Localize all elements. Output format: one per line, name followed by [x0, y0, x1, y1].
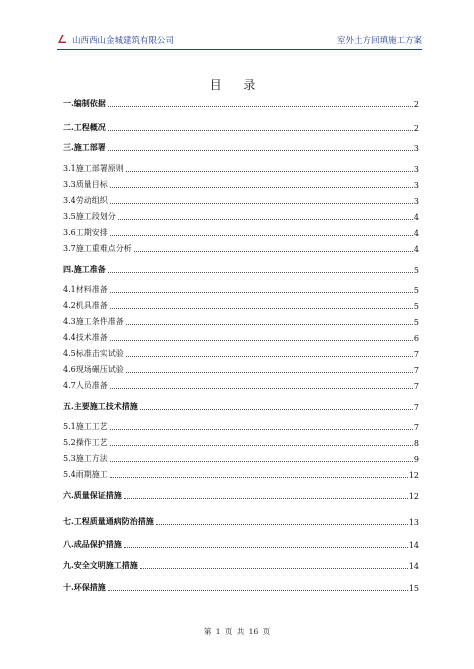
toc-entry-page: 7	[413, 403, 419, 412]
toc-dot-leader	[110, 388, 413, 389]
toc-entry-page: 3	[413, 165, 419, 174]
toc-entry-label: 七.工程质量通病防治措施	[63, 516, 154, 526]
toc-entry-page: 3	[413, 144, 419, 153]
toc-entry-label: 3.3质量目标	[63, 180, 108, 189]
toc-entry[interactable]	[63, 140, 419, 153]
toc-dot-leader	[140, 568, 408, 569]
toc-entry[interactable]	[63, 177, 419, 190]
toc-entry[interactable]	[63, 451, 419, 464]
toc-entry-label: 五.主要施工技术措施	[63, 401, 138, 411]
toc-entry[interactable]	[63, 282, 419, 295]
toc-entry-page: 9	[413, 455, 419, 464]
toc-entry[interactable]	[63, 193, 419, 206]
toc-entry[interactable]	[63, 262, 419, 275]
toc-dot-leader	[108, 106, 413, 107]
toc-entry-label: 3.7施工重难点分析	[63, 244, 132, 253]
toc-entry-label: 八.成品保护措施	[63, 539, 122, 549]
toc-entry-label: 5.2操作工艺	[63, 438, 108, 447]
toc-entry[interactable]	[63, 580, 419, 593]
toc-dot-leader	[110, 445, 413, 446]
header-divider	[57, 49, 422, 50]
toc-entry[interactable]	[63, 558, 419, 571]
toc-dot-leader	[108, 272, 413, 273]
toc-entry-label: 5.1施工工艺	[63, 422, 108, 431]
toc-entry-page: 3	[413, 197, 419, 206]
toc-heading: 目 录	[209, 78, 265, 92]
toc-dot-leader	[110, 461, 413, 462]
toc-entry-label: 4.3施工条件准备	[63, 317, 124, 326]
toc-entry-label: 3.6工期安排	[63, 228, 108, 237]
toc-dot-leader	[126, 372, 413, 373]
toc-entry-label: 十.环保措施	[63, 582, 106, 592]
toc-entry-page: 5	[413, 318, 419, 327]
toc-entry-label: 4.7人员准备	[63, 381, 108, 390]
toc-entry-page: 7	[413, 423, 419, 432]
toc-entry-label: 3.4劳动组织	[63, 196, 108, 205]
toc-dot-leader	[126, 171, 413, 172]
toc-entry[interactable]	[63, 225, 419, 238]
toc-entry-page: 8	[413, 439, 419, 448]
toc-dot-leader	[140, 409, 413, 410]
toc-entry-page: 14	[408, 562, 419, 571]
toc-entry-page: 13	[408, 518, 419, 527]
toc-dot-leader	[126, 324, 413, 325]
toc-entry[interactable]	[63, 330, 419, 343]
toc-entry-label: 六.质量保证措施	[63, 490, 122, 500]
company-name: 山西西山金城建筑有限公司	[72, 36, 175, 46]
toc-dot-leader	[110, 340, 413, 341]
toc-entry-label: 九.安全文明施工措施	[63, 560, 138, 570]
toc-dot-leader	[134, 251, 413, 252]
toc-entry-page: 7	[413, 350, 419, 359]
toc-entry[interactable]	[63, 399, 419, 412]
toc-entry-label: 一.编制依据	[63, 98, 106, 108]
toc-entry-page: 2	[413, 124, 419, 133]
toc-dot-leader	[156, 524, 408, 525]
toc-entry-page: 5	[413, 266, 419, 275]
toc-entry[interactable]	[63, 209, 419, 222]
toc-dot-leader	[124, 547, 408, 548]
toc-dot-leader	[110, 477, 408, 478]
toc-entry-page: 14	[408, 541, 419, 550]
toc-entry-label: 3.1施工部署原则	[63, 164, 124, 173]
toc-entry-label: 4.4技术准备	[63, 333, 108, 342]
toc-entry[interactable]	[63, 120, 419, 133]
company-logo-icon	[57, 34, 67, 44]
toc-entry-page: 4	[413, 213, 419, 222]
toc-entry-page: 7	[413, 382, 419, 391]
toc-entry-page: 4	[413, 245, 419, 254]
toc-dot-leader	[110, 187, 413, 188]
toc-entry-page: 5	[413, 286, 419, 295]
toc-entry[interactable]	[63, 467, 419, 480]
toc-entry-label: 4.2机具准备	[63, 301, 108, 310]
toc-entry-label: 四.施工准备	[63, 264, 106, 274]
toc-entry[interactable]	[63, 514, 419, 527]
toc-entry-label: 4.1材料准备	[63, 285, 108, 294]
toc-entry[interactable]	[63, 96, 419, 109]
toc-entry[interactable]	[63, 241, 419, 254]
toc-entry-page: 6	[413, 334, 419, 343]
toc-entry[interactable]	[63, 161, 419, 174]
toc-dot-leader	[110, 429, 413, 430]
toc-entry-label: 4.5标准击实试验	[63, 349, 124, 358]
toc-dot-leader	[110, 292, 413, 293]
toc-dot-leader	[108, 150, 413, 151]
toc-entry-page: 3	[413, 181, 419, 190]
toc-entry-label: 二.工程概况	[63, 122, 106, 132]
toc-dot-leader	[108, 130, 413, 131]
toc-entry-page: 12	[408, 492, 419, 501]
toc-entry[interactable]	[63, 435, 419, 448]
toc-dot-leader	[108, 590, 408, 591]
toc-entry-label: 三.施工部署	[63, 142, 106, 152]
toc-entry-label: 4.6现场碾压试验	[63, 365, 124, 374]
toc-entry-page: 7	[413, 366, 419, 375]
toc-entry[interactable]	[63, 314, 419, 327]
page-footer: 第 1 页 共 16 页	[203, 627, 271, 636]
toc-entry[interactable]	[63, 378, 419, 391]
toc-entry[interactable]	[63, 488, 419, 501]
toc-entry-page: 4	[413, 229, 419, 238]
toc-entry-label: 5.4雨期施工	[63, 470, 108, 479]
toc-entry-label: 5.3施工方法	[63, 454, 108, 463]
toc-entry-label: 3.5施工段划分	[63, 212, 116, 221]
document-title: 室外土方回填施工方案	[336, 36, 422, 46]
toc-dot-leader	[110, 308, 413, 309]
toc-entry[interactable]	[63, 346, 419, 359]
toc-entry[interactable]	[63, 362, 419, 375]
toc-entry[interactable]	[63, 419, 419, 432]
toc-dot-leader	[110, 235, 413, 236]
toc-entry-page: 12	[408, 471, 419, 480]
toc-entry[interactable]	[63, 537, 419, 550]
toc-entry-page: 15	[408, 584, 419, 593]
page-header	[57, 32, 422, 48]
toc-dot-leader	[124, 498, 408, 499]
toc-dot-leader	[110, 203, 413, 204]
toc-entry[interactable]	[63, 298, 419, 311]
toc-entry-page: 2	[413, 100, 419, 109]
toc-dot-leader	[118, 219, 413, 220]
toc-entry-page: 5	[413, 302, 419, 311]
toc-dot-leader	[126, 356, 413, 357]
